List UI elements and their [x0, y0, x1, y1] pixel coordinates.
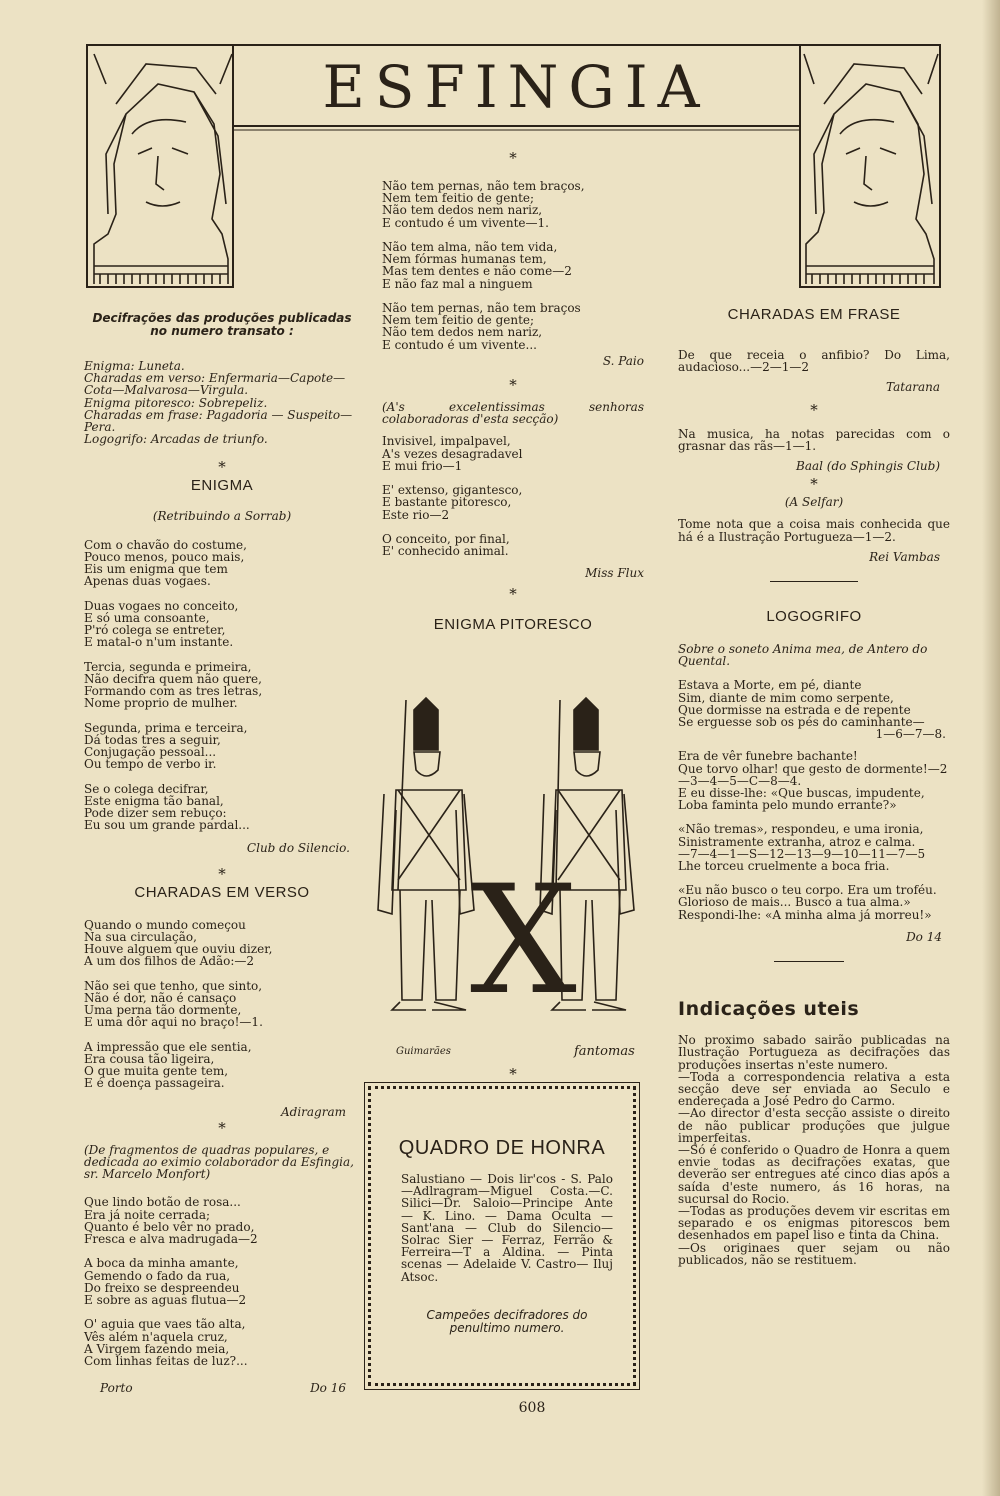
charadas-verso-signature: Adiragram	[280, 1104, 346, 1119]
enigma-pitoresco-picture	[374, 690, 654, 1070]
star-separator: *	[218, 1118, 226, 1137]
logogrifo-signature: Do 14	[906, 929, 942, 944]
charada-frase-1-signature: Tatarana	[886, 380, 940, 395]
indicacoes-title: Indicações uteis	[678, 998, 860, 1021]
pitoresco-letter: X	[470, 854, 577, 1028]
sphinx-right-icon	[804, 54, 938, 284]
charada-signature-1: S. Paio	[602, 353, 644, 368]
enigma-title: ENIGMA	[190, 477, 254, 495]
fragmentos-signature: Do 16	[310, 1381, 346, 1396]
soldier-left-icon	[378, 698, 474, 1010]
logogrifo-stanza-2: Era de vêr funebre bachante! Que torvo olhar! que gesto de dormente!—2—3—4—5—C—8—4. E eu disse-lhe: «Que buscas, impudente, Loba faminta pelo mundo errante?»	[678, 749, 948, 813]
fragmentos-place: Porto	[100, 1381, 133, 1396]
charadas-verso-title: CHARADAS EM VERSO	[134, 883, 310, 901]
quadro-de-honra-title: QUADRO DE HONRA	[398, 1137, 606, 1159]
charada-frase-3-dedication: (A Selfar)	[784, 495, 844, 510]
enigma-pitoresco-title: ENIGMA PITORESCO	[433, 615, 593, 633]
page-number: 608	[518, 1400, 546, 1416]
charada-frase-2: Na musica, ha notas parecidas com o grasnar das rãs—1—1.	[678, 426, 950, 453]
charada-frase-3: Tome nota que a coisa mais conhecida que há é a Ilustração Portugueza—1—2.	[678, 517, 950, 544]
logogrifo-stanza-1-code: 1—6—7—8.	[875, 727, 946, 742]
charadas-frase-title: CHARADAS EM FRASE	[727, 306, 901, 323]
quadro-de-honra-footer: Campeões decifradores do penultimo numero.	[426, 1308, 588, 1335]
fragmentos-verse: Que lindo botão de rosa... Era já noite cerrada; Quanto é belo vêr no prado, Fresca e alva madrugada—2 A boca da minha amante, Gemendo o fado da rua, Do freixo se despreendeu E sobre as aguas flutua—2 O' aguia que vaes tão alta, Vês além n'aquela cruz, A Virgem fazendo meia, Com linhas feitas de luz?...	[84, 1195, 258, 1368]
logogrifo-stanza-1: Estava a Morte, em pé, diante Sim, diante de mim como serpente, Que dormisse na estrada e de repente Se erguesse sob os pés do caminhante—	[678, 678, 925, 730]
section-divider	[770, 581, 858, 582]
logogrifo-title: LOGOGRIFO	[766, 608, 862, 626]
star-separator: *	[509, 149, 517, 167]
logogrifo-note: Sobre o soneto Anima mea, de Antero do Quental.	[678, 642, 928, 669]
charada-signature-2: Miss Flux	[585, 566, 644, 581]
pitoresco-signature-left: Guimarães	[396, 1046, 451, 1057]
star-separator: *	[509, 376, 517, 395]
fragmentos-note: (De fragmentos de quadras populares, e dedicada ao eximio colaborador da Esfingia, sr. Marcelo Monfort)	[84, 1142, 354, 1182]
column-middle	[382, 150, 644, 633]
enigma-signature: Club do Silencio.	[246, 840, 350, 855]
pitoresco-signature-right: fantomas	[574, 1044, 635, 1059]
star-separator: *	[509, 1065, 517, 1083]
decifracoes-title: Decifrações das produções publicadas no numero transato :	[92, 311, 352, 338]
charada-dedication-2: (A's excelentissimas senhoras colaboradoras d'esta secção)	[382, 400, 644, 427]
charada-frase-1: De que receia o anfibio? Do Lima, audacioso...—2—1—2	[678, 348, 950, 375]
charada-frase-3-signature: Rei Vambas	[869, 549, 940, 564]
indicacoes-body: No proximo sabado sairão publicadas na Ilustração Portugueza as decifrações das produções insertas n'este numero. —Toda a correspondencia relativa a esta secção deve ser enviada ao Seculo e endereçada a José Pedro do Carmo. —Ao director d'esta secção assiste o direito de não publicar produções que julgue imperfeitas. —Só é conferido o Quadro de Honra a quem envie todas as decifrações exatas, que deverão ser entregues até cinco dias após a saída d'este numero, ás 16 horas, na sucursal do Rocio. —Todas as produções devem vir escritas em separado e os enigmas pitorescos bem desenhados em papel liso e tinta da China. —Os originaes quer sejam ou não publicados, não se restituem.	[678, 1033, 950, 1267]
masthead-title: ESFINGIA	[322, 53, 710, 121]
decifracoes-list: Enigma: Luneta. Charadas em verso: Enfermaria—Capote—Cota—Malvarosa—Virgula. Enigma pitoresco: Sobrepeliz. Charadas em frase: Pagadoria — Suspeito—Pera. Logogrifo: Arcadas de triunfo.	[84, 359, 353, 447]
enigma-dedication: (Retribuindo a Sorrab)	[152, 509, 292, 524]
logogrifo-stanza-3: «Não tremas», respondeu, e uma ironia, Sinistramente extranha, atroz e calma. —7—4—1—S—12—13—9—10—11—7—5 Lhe torceu cruelmente a boca fria.	[678, 822, 926, 874]
charada-verse-1: Não tem pernas, não tem braços, Nem tem feitio de gente; Não tem dedos nem nariz, E contudo é um vivente—1. Não tem alma, não tem vida, Nem fórmas humanas tem, Mas tem dentes e não come—2 E não faz mal a ninguem Não tem pernas, não tem braços Nem tem feitio de gente; Não tem dedos nem nariz, E contudo é um vivente...	[382, 179, 585, 352]
enigma-verse: Com o chavão do costume, Pouco menos, pouco mais, Eis um enigma que tem Apenas duas vogaes. Duas vogaes no conceito, E só uma consoante, P'ró colega se entreter, E matal-o n'um instante. Tercia, segunda e primeira, Não decifra quem não quere, Formando com as tres letras, Nome proprio de mulher. Segunda, prima e terceira, Dá todas tres a seguir, Conjugação pessoal... Ou tempo de verbo ir. Se o colega decifrar, Este enigma tão banal, Pode dizer sem rebuço: Eu sou um grande pardal...	[84, 537, 263, 833]
star-separator: *	[509, 584, 517, 603]
quadro-de-honra-box	[368, 1086, 636, 1386]
star-separator: *	[810, 475, 818, 494]
charadas-verso-verse: Quando o mundo começou Na sua circulação, Houve alguem que ouviu dizer, A um dos filhos de Adão:—2 Não sei que tenho, que sinto, Não é dor, não é cansaço Uma perna tão dormente, E uma dôr aqui no braço!—1. A impressão que ele sentia, Era cousa tão ligeira, O que muita gente tem, E é doença passageira.	[84, 917, 273, 1091]
sphinx-left-icon	[94, 54, 232, 284]
column-left	[84, 312, 360, 1395]
star-separator: *	[218, 864, 226, 883]
charada-verse-2: Invisivel, impalpavel, A's vezes desagradavel E mui frio—1 E' extenso, gigantesco, E bastante pitoresco, Este rio—2 O conceito, por final, E' conhecido animal.	[382, 434, 523, 559]
section-divider	[774, 961, 844, 962]
logogrifo-stanza-4: «Eu não busco o teu corpo. Era um troféu. Glorioso de mais... Busco a tua alma.» Respondi-lhe: «A minha alma já morreu!»	[678, 883, 937, 922]
page-edge-shadow	[982, 0, 1000, 1496]
star-separator: *	[218, 458, 226, 477]
star-separator: *	[810, 400, 818, 419]
column-right	[678, 306, 950, 1266]
charada-frase-2-signature: Baal (do Sphingis Club)	[796, 459, 940, 474]
quadro-de-honra-list: Salustiano — Dois lir'cos - S. Palo—Adlragram—Miguel Costa.—C. Silici—Dr. Saloio—Principe Ante — K. Lino. — Dama Oculta — Sant'ana — Club do Silencio—Solrac Sier — Ferraz, Ferrão & Ferreira—T a Aldina. — Pinta scenas — Adelaide V. Castro— Iluj Atsoc.	[401, 1172, 613, 1284]
